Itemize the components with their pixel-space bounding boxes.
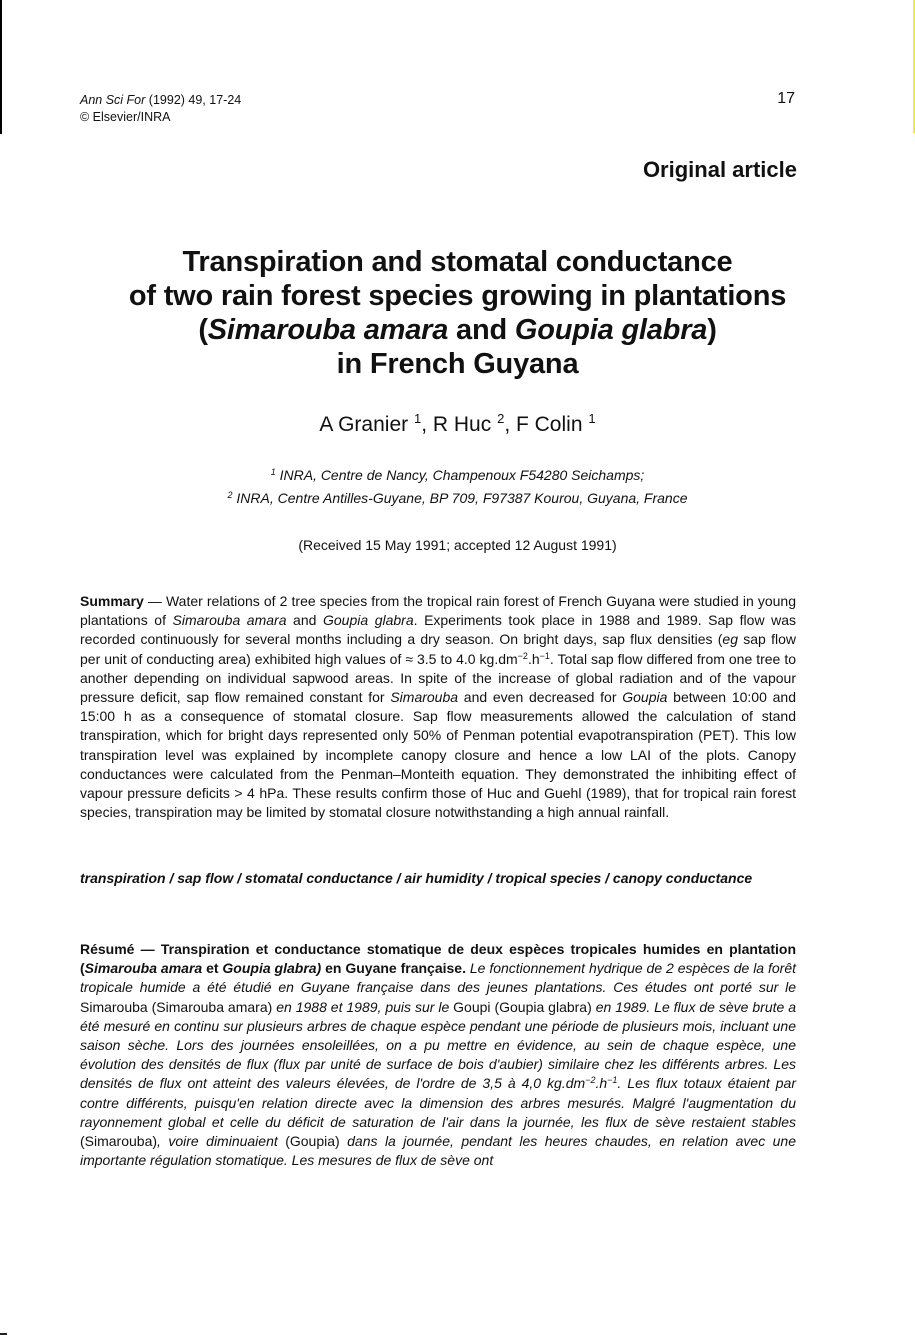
keywords: transpiration / sap flow / stomatal conductance / air humidity / tropical species / canopy conductance [80,870,753,886]
species-goupia: Goupia glabra [514,314,708,346]
affil-num: 2 [227,490,233,500]
resume-text: Le fonctionnement hydrique de 2 espèces de la forêt tropicale humide a été étudié en Guyane française dans des jeunes plantations. Ces études ont porté sur le [80,960,797,996]
species-name: Simarouba amara [172,612,287,629]
resume-abstract [80,940,796,1170]
title-line-1: Transpiration and stomatal conductance [182,246,733,278]
resume-text: dans la journée, pendant les heures chaudes, en relation avec une importante régulation stomatique. Les mesures de flux de sève ont [80,1133,796,1169]
resume-text: .h [595,1075,608,1092]
exponent: −2 [517,650,528,661]
paren-open: ( [198,314,208,346]
affil-text: INRA, Centre de Nancy, Champenoux F54280 Seichamps; [279,467,645,483]
species-name: Goupia [622,689,668,706]
journal-volume: (1992) 49, 17-24 [148,93,242,107]
copyright: © Elsevier/INRA [80,110,171,124]
resume-label: Résumé [80,941,135,957]
summary-text: sap flow per unit of conducting area) exhibited high values of ≈ 3.5 to 4.0 kg.dm [80,631,796,667]
affiliations [0,462,915,508]
resume-title: et [202,960,223,977]
species-name: Simarouba (Simarouba amara) [80,998,273,1015]
scan-edge-left [0,0,2,134]
species-name: Goupia glabra) [222,960,322,977]
title-line-4: in French Guyana [336,348,579,380]
resume-text: . Les flux totaux étaient par contre différents, puisqu'en relation directe avec la dimension des arbres mesurés. Malgré l'augmentation du rayonnement global et celle du déficit de saturation de l'air dans la journée, les flux de sève restaient stables [80,1075,796,1130]
exponent: −1 [607,1075,618,1086]
species-simarouba: Simarouba amara [207,314,449,346]
species-name: (Simarouba) [80,1133,158,1150]
affil-text: INRA, Centre Antilles-Guyane, BP 709, F97387 Kourou, Guyana, France [236,490,688,506]
dash: — [134,941,161,957]
affiliation [0,462,915,485]
exponent: −2 [585,1075,596,1086]
summary-text: and [286,612,323,629]
summary-text: . Total sap flow differed from one tree to another depending on individual sapwood areas. In spite of the increase of global radiation and of the vapour pressure deficit, sap flow remained constant for [80,650,796,706]
species-name: Goupi (Goupia glabra) [453,998,592,1015]
dash: — [143,593,166,609]
species-name: Simarouba amara [84,960,203,977]
species-name: (Goupia) [285,1133,340,1150]
resume-title: Transpiration et conductance stomatique de deux espèces tropicales humides en plantation ( [80,941,797,977]
summary-text: . Experiments took place in 1988 and 1989. Sap flow was recorded continuously for several months including a dry season. On bright days, sap flux densities ( [80,612,797,648]
summary-text: and even decreased for [458,689,623,706]
title-line-3 [0,313,915,347]
resume-text: , voire diminuaient [157,1133,286,1150]
author-list: A Granier $^1$, R Huc $^2$, F Colin $^1$ [319,411,596,436]
summary-abstract [80,592,796,822]
summary-text: Water relations of 2 tree species from the tropical rain forest of French Guyana were studied in young plantations of [80,593,796,629]
author-affil-ref: 1 [588,411,596,426]
abbrev-eg: eg [722,631,738,648]
resume-text: en 1989. Le flux de sève brute a été mesuré en continu sur plusieurs arbres de chaque espèce pendant une période de plusieurs mois, incluant une saison sèche. Lors des journées ensoleillées, on a pu mettre en évidence, au sein de chaque espèce, une évolution des densités de flux (flux par unité de surface de bois d'aubier) similaire chez les différents arbres. Les densités de flux ont atteint des valeurs élevées, de l'ordre de 3,5 à 4,0 kg.dm [80,998,796,1092]
article-type: Original article [642,157,797,182]
author: R Huc [432,413,492,436]
author: A Granier [319,413,409,436]
author-affil-ref: 1 [413,411,422,426]
page-number: 17 [777,90,795,107]
resume-text: en 1988 et 1989, puis sur le [272,998,454,1015]
journal-info [80,92,241,126]
journal-abbrev: Ann Sci For [80,93,146,107]
species-name: Simarouba [390,689,459,706]
title-line-2: of two rain forest species growing in plantations [128,280,787,312]
paren-close: ) [707,314,717,346]
author-affil-ref: 2 [497,411,505,426]
resume-title: en Guyane française. [321,960,466,977]
summary-text: .h [527,650,540,667]
title-and: and [448,314,515,346]
species-name: Goupia glabra [322,612,414,629]
author: F Colin [515,413,583,436]
exponent: −1 [539,650,550,661]
summary-label: Summary [80,593,144,609]
summary-text: between 10:00 and 15:00 h as a consequence of stomatal closure. Sap flow measurements allowed the calculation of stand transpiration, which for bright days represented only 50% of Penman potential evapotranspiration (PET). This low transpiration level was explained by incomplete canopy closure and hence a low LAI of the plots. Canopy conductances were calculated from the Penman–Monteith equation. They demonstrated the inhibiting effect of vapour pressure deficits > 4 hPa. These results confirm those of Huc and Guehl (1989), that for tropical rain forest species, transpiration may be limited by stomatal closure notwithstanding a high annual rainfall. [80,689,796,821]
journal-citation [80,92,241,109]
received-dates: (Received 15 May 1991; accepted 12 August 1991) [298,537,617,553]
paper-title [0,245,915,381]
affiliation [0,485,915,508]
affil-num: 1 [270,467,276,477]
